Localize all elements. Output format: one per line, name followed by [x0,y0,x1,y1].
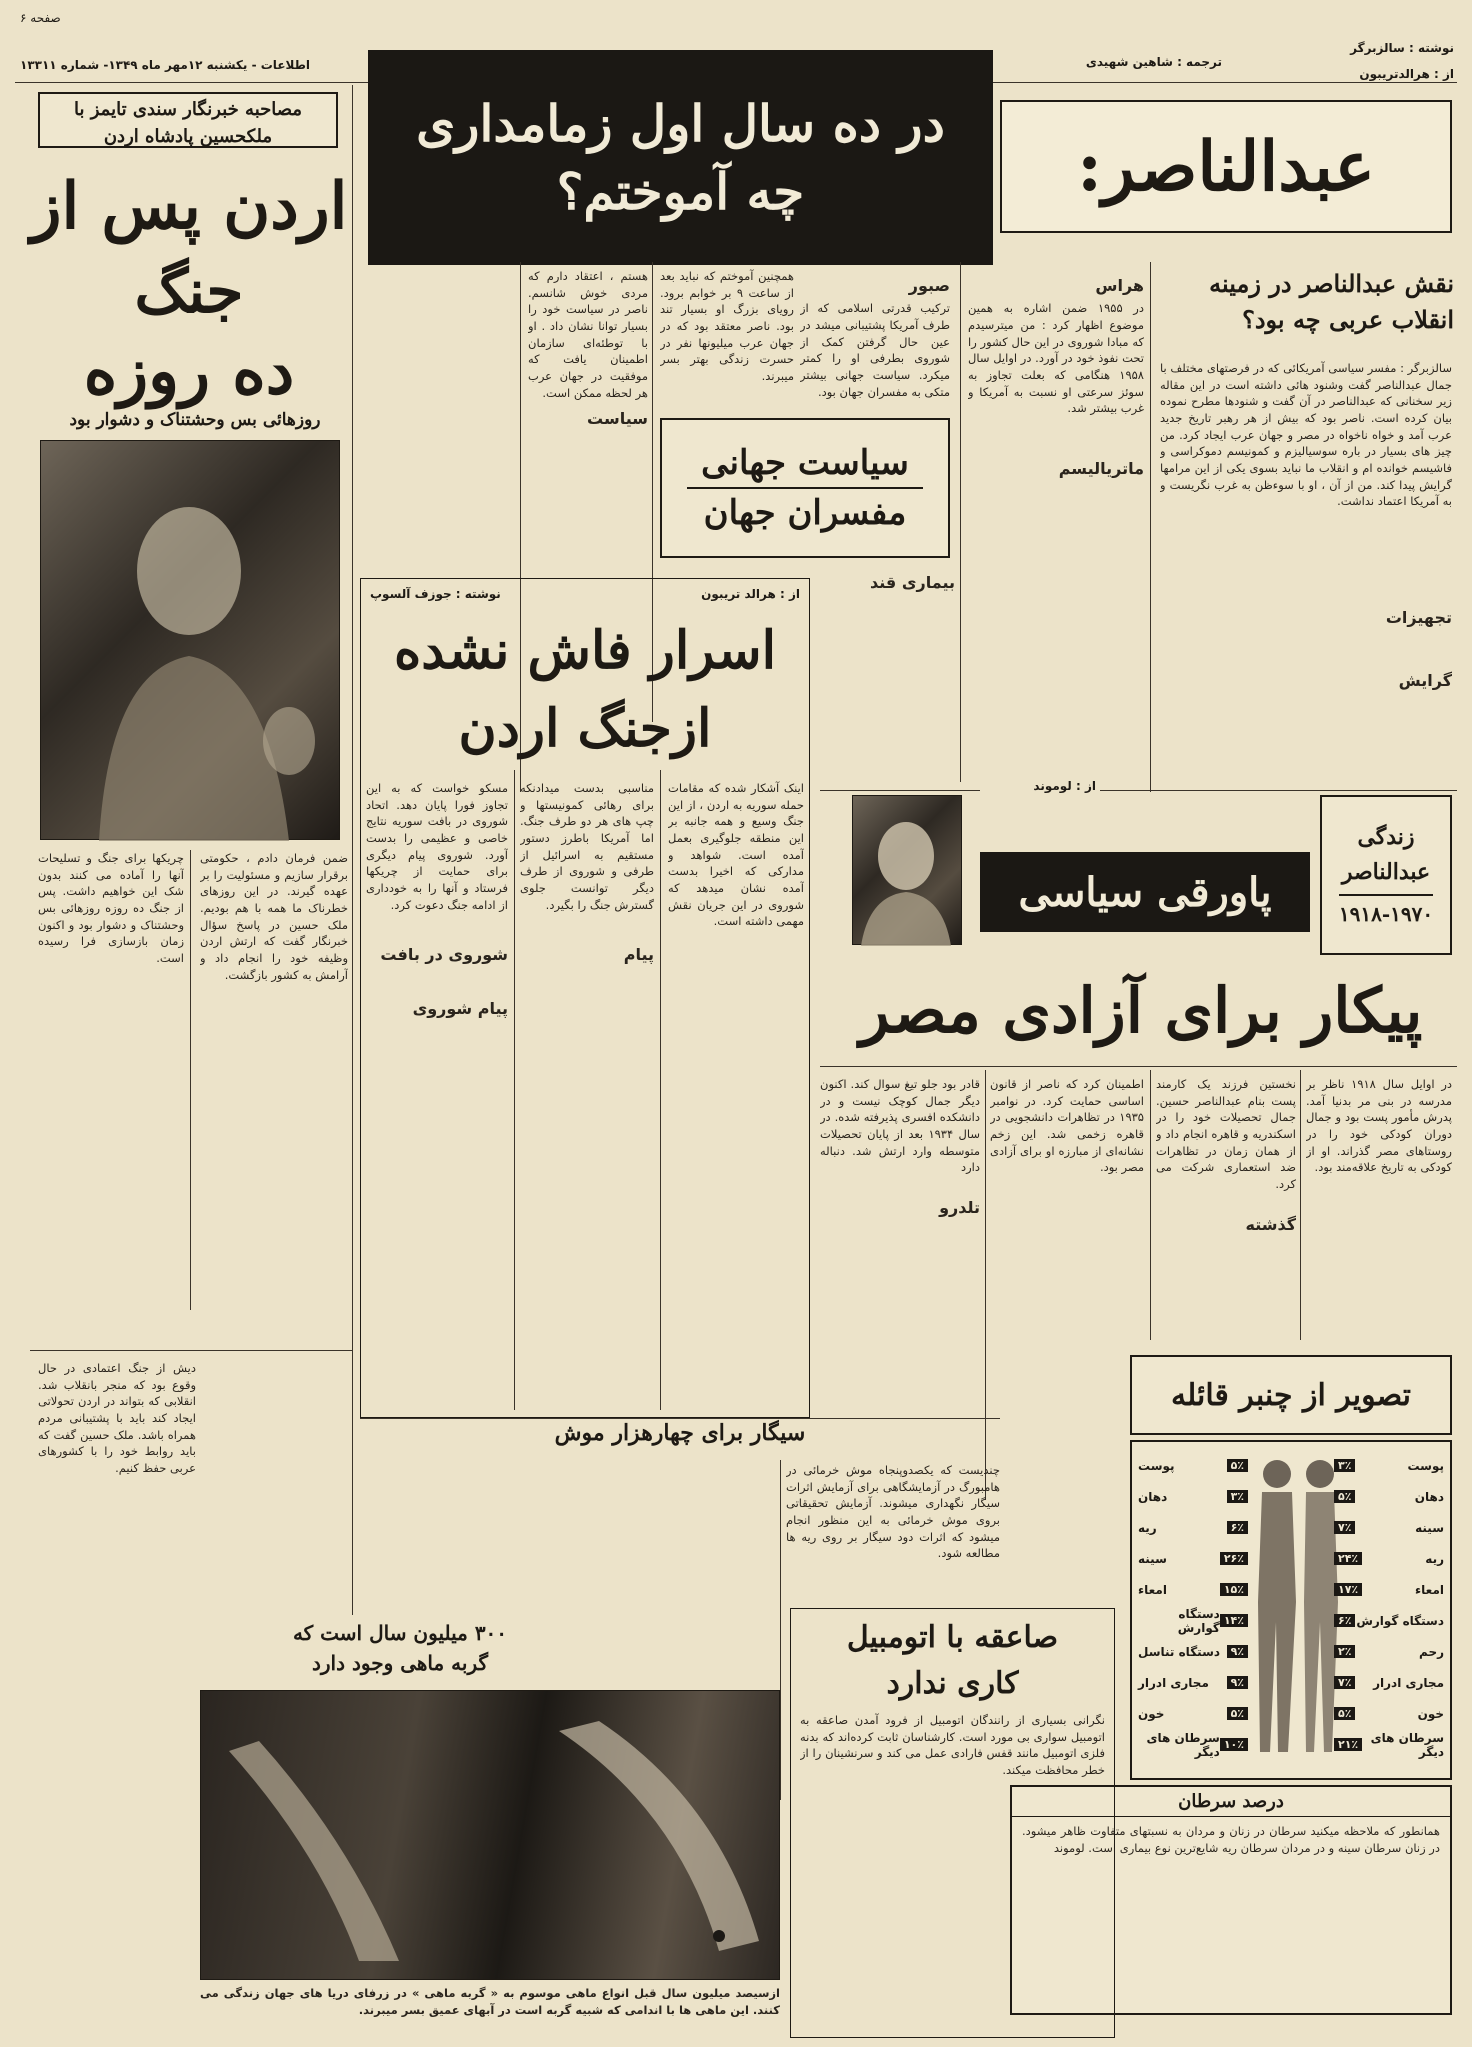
jordan-headline-2: جنگ [134,257,244,327]
cancer-label-row [1334,1450,1444,1481]
catfish-photo [200,1690,780,1980]
nasser-col-2 [968,268,1144,768]
cancer-label-row [1138,1729,1248,1760]
cancer-part-label: دستگاه گوارش [1356,1613,1444,1628]
nasser-col-4: همچنین آموختم که نباید بعد از ساعت ۹ بر خوابم برود. رویای بزرگ او بسیار تند بود. ناصر معتقد بود که در جهان عرب میلیونها نفر در حسرت زندگی بهتر بسر میبرند. [660,269,794,384]
cancer-percent-label: ۷٪ [1334,1521,1355,1534]
cancer-figure [1130,1440,1452,1780]
cancer-percent-label: ۶٪ [1227,1521,1248,1534]
paper-line: اطلاعات - یکشنبه ۱۲مهر ماه ۱۳۴۹- شماره ۱۳۳۱۱ [20,58,311,72]
secrets-author-line: نوشته : جوزف آلسوپ [370,587,501,601]
lightning-headline-1: صاعقه با اتومبیل [846,1619,1059,1655]
page-number: صفحه ۶ [20,11,61,25]
secrets-col-b [520,780,654,1410]
nasser-name-logo: عبدالناصر: [1000,100,1452,233]
cancer-part-label: سرطان های دیگر [1370,1730,1444,1759]
cancer-part-label: مجاری ادرار [1373,1675,1444,1690]
cancer-label-row [1138,1574,1248,1605]
cancer-label-row [1334,1636,1444,1667]
jordan-deck: روزهائی بس وحشتناک و دشوار بود [69,410,321,430]
world-politics-box [660,418,950,558]
cancer-part-label: رحم [1419,1644,1444,1659]
section-heading: پیام شوروی [412,998,508,1018]
life-badge-line1: زندگی [1357,823,1415,850]
section-heading: گذشته [1245,1214,1296,1234]
section-heading: تلدرو [939,1198,980,1218]
cancer-percent-label: ۵٪ [1227,1707,1248,1720]
section-heading: ماتریالیسم [1058,458,1144,478]
cancer-part-label: ریه [1138,1520,1157,1535]
life-badge-line2: عبدالناصر [1341,859,1431,885]
cancer-table-text: همانطور که ملاحظه میکنید سرطان در زنان و مردان به نسبتهای متفاوت ظاهر میشود. در زنان سرطان سینه و در مردان سرطان ریه شایع‌ترین نوع بیماری است. لوموند [1022,1824,1440,1855]
cancer-percent-label: ۹٪ [1227,1645,1248,1658]
jordan-kicker: مصاحبه خبرنگار سندی تایمز با ملکحسین پادشاه اردن [38,92,338,148]
cancer-part-label: امعاء [1138,1582,1167,1597]
nasser-col-3-text: ترکیب قدرتی اسلامی که از طرف آمریکا پشتیبانی میشد در عین حال گرفتن کمک از شوروی بطرفی او را کمتر میکرد. سیاست جهانی بیشتر متکی به مفسران جهان بود. [800,301,950,399]
cancer-label-row [1334,1543,1444,1574]
secrets-col-a [668,780,804,1410]
cancer-label-row [1334,1698,1444,1729]
nasser-col-5-text: هستم ، اعتقاد دارم که مردی خوش شانسم. ناصر در سیاست خود را بسیار توانا نشان داد . او با توطئه‌ای سازمان اطمینان یافت که موفقیت در جهان عرب هر لحظه ممکن است. [528,269,648,400]
human-figure-icon [1252,1452,1342,1772]
cancer-percent-label: ۷٪ [1334,1676,1355,1689]
cancer-part-label: مجاری ادرار [1138,1675,1209,1690]
cancer-part-label: امعاء [1415,1582,1444,1597]
cancer-percent-label: ۵٪ [1227,1459,1248,1472]
secrets-col-a-text: اینک آشکار شده که مقامات حمله سوریه به اردن ، از این جنگ وسیع و همه جانبه بر این منطقه جلوگیری بعمل آمده است. شواهد و مدارکی که اخیرا بدست آمده نشان میدهد که شوروی در این جریان نقش مهمی داشته است. [668,781,804,929]
cancer-part-label: دستگاه گوارش [1177,1606,1220,1635]
cigarette-headline: سیگار برای چهارهزار موش [554,1420,806,1446]
cancer-part-label: دهان [1414,1489,1444,1504]
cancer-part-label: پوست [1407,1458,1444,1473]
fish-headline-1: ۳۰۰ میلیون سال است که [292,1621,508,1645]
world-politics-line1: سیاست جهانی [687,443,923,489]
secrets-col-c-text: مسکو خواست که به این تجاوز فورا پایان دهد. اتحاد شوروی در بافت سوریه نتایج خاصی و عظیمی را بدست آورد. شوروی پیام دیگری برای حمایت از چریکها فرستاد و آنها را به خودداری از ادامه جنگ دعوت کرد. [366,781,508,912]
section-heading: شوروی در بافت [380,945,508,965]
cancer-percent-label: ۳٪ [1334,1459,1355,1472]
cancer-label-row [1334,1729,1444,1760]
section-heading: هراس [1095,276,1144,295]
cancer-label-row [1138,1481,1248,1512]
section-heading: تجهیزات [1385,608,1452,627]
jordan-col-a: ضمن فرمان دادم ، حکومتی برقرار سازیم و مسئولیت را بر عهده گیرند. در این روزهای خطرناک ما همه با هم بودیم. ملک حسین در پاسخ سؤال خبرنگار گفت که ارتش اردن وظیفه خود را انجام داد و آرامش به کشور بازگشت. [200,851,348,982]
king-hussein-photo [40,440,340,840]
secrets-headline-2: ازجنگ اردن [458,697,712,759]
lightning-headline-2: کاری ندارد [886,1665,1019,1701]
nasser-col-5 [528,268,648,578]
world-politics-line2: مفسران جهان [703,493,907,533]
life-col-d-text: قادر بود جلو تیغ سوال کند. اکنون دیگر جمال کوچک نیست و در دانشکده افسری پذیرفته شده. در سال ۱۹۳۴ بعد از پایان تحصیلات متوسطه وارد ارتش شد. دنباله دارد [820,1077,980,1175]
jordan-col-b: چریکها برای جنگ و تسلیحات آنها را آماده می کنند بدون شک این خواهیم داشت. پس از جنگ ده روزه روزهائی بس وحشتناک و دشوار بود و اکنون زمان بازسازی فرا رسیده است. [38,851,184,966]
section-heading: پیام [623,945,654,965]
cancer-percent-label: ۲٪ [1334,1645,1355,1658]
nasser-portrait [852,795,962,945]
section-heading: صبور [908,276,950,295]
translator-line: ترجمه : شاهین شهیدی [1085,55,1222,69]
secrets-col-b-text: مناسبی بدست میدادنکه برای رهائی کمونیستها و چپ های هر دو طرف جنگ. اما آمریکا باطرز دستور مستقیم به اسرائیل از طرفی و شوروی از طرف دیگر توانست جلوی گسترش جنگ را بگیرد. [520,781,654,912]
cancer-labels-left [1138,1450,1248,1760]
life-badge-years: ۱۹۱۸-۱۹۷۰ [1339,894,1433,930]
author-line: نوشته : سالزبرگر [1350,41,1454,55]
cancer-label-row [1138,1450,1248,1481]
life-col-b-text: نخستین فرزند یک کارمند پست بنام عبدالناصر حسین. جمال تحصیلات خود را در اسکندریه و قاهره انجام داد و از همان زمان در تظاهرات ضد استعماری شرکت می کرد. [1156,1077,1296,1192]
cancer-percent-label: ۵٪ [1334,1490,1355,1503]
nasser-col-2-text: در ۱۹۵۵ ضمن اشاره به همین موضوع اظهار کرد : من میترسیدم که مبادا شوروی در این حال کشور را تحت نفوذ خود در آورد. در اوایل سال ۱۹۵۸ هنگامی که بعلت تجاوز به سوئز سرعتی او نسبت به آمریکا و غرب بیشتر شد. [968,301,1144,416]
cancer-label-row [1138,1543,1248,1574]
cancer-label-row [1334,1481,1444,1512]
portrait-silhouette-icon [851,796,961,946]
section-heading: گرایش [1398,671,1452,691]
nasser-headline: در ده سال اول زمامداری چه آموختم؟ [368,50,993,265]
cancer-labels-right [1334,1450,1444,1760]
cancer-percent-label: ۲۴٪ [1334,1552,1362,1565]
jordan-col-c: دیش از جنگ اعتمادی در حال وقوع بود که منجر بانقلاب شد. انقلابی که بتواند در اردن تحولاتی ایجاد کند باید با پشتیبانی مردم همراه باشد. ملک حسین گفت که باید روابط خود را با کشورهای عربی حفظ کنیم. [38,1361,196,1476]
cigarette-text: چندیست که یکصدوپنجاه موش خرمائی در هامبورگ در آزمایشگاهی برای آزمایش اثرات سیگار نگهداری میشوند. آزمایش تحقیقاتی بروی موش خرمائی به این منظور انجام میشود که اثرات دود سیگار بر روی ریه ها مطالعه شود. [786,1463,1000,1561]
cancer-part-label: ریه [1425,1551,1444,1566]
cancer-percent-label: ۲۱٪ [1334,1738,1362,1751]
cancer-percent-label: ۹٪ [1227,1676,1248,1689]
nasser-col-1: سالزبرگر : مفسر سیاسی آمریکائی که در فرصتهای مختلف با جمال عبدالناصر گفت وشنود هائی داشته است در این مقاله زیر سخنانی که عبدالناصر در آن گفت و شنودها مطرح نموده بیان کرده است. ناصر بود که بیش از هر رهبر تاریخ جدید عرب آمد و خواه ناخواه در مصر و جهان عرب ایجاد کرد. من چیز های بسیار در باره سوسیالیزم و کمونیسم دموکراسی و فاشیسم خوانده ام و انقلاب ما نباید بسوی یکی از این مرامها گرایش پیدا کند. من از آن ، او با سوءظن به غرب نگریست و به آمریکا اعتماد نداشت. [1160,361,1452,509]
cancer-label-row [1334,1574,1444,1605]
cancer-percent-label: ۶٪ [1334,1614,1355,1627]
life-from-line: از : لوموند [980,778,1100,794]
cancer-part-label: سینه [1415,1520,1444,1535]
cancer-part-label: خون [1138,1706,1165,1721]
life-headline: پیکار برای آزادی مصر [859,973,1423,1047]
life-col-c: اطمینان کرد که ناصر از قانون اساسی حمایت کرد. در نوامبر ۱۹۳۵ در تظاهرات دانشجویی در قاهره زخمی شد. این زخم نشانه‌ای از مبارزه او برای آزادی مصر بود. [990,1077,1144,1175]
nasser-subhead: نقش عبدالناصر در زمینه انقلاب عربی چه بود؟ [1209,269,1454,334]
cancer-label-row [1138,1698,1248,1729]
cancer-percent-label: ۲۶٪ [1220,1552,1248,1565]
cancer-part-label: دهان [1138,1489,1168,1504]
cancer-label-row [1334,1512,1444,1543]
cancer-part-label: پوست [1138,1458,1175,1473]
portrait-silhouette-icon [39,441,339,841]
life-col-a: در اوایل سال ۱۹۱۸ ناظر بر مدرسه در بنی مر بدنیا آمد. پدرش مأمور پست بود و جمال دوران کودکی خود را در روستاهای مصر گذراند. او از کودکی به تاریخ علاقه‌مند بود. [1306,1077,1452,1175]
cancer-label-row [1138,1667,1248,1698]
cancer-percent-label: ۱۷٪ [1334,1583,1362,1596]
jordan-headline-1: اردن پس از [30,168,348,244]
secrets-from-line: از : هرالد تریبون [701,587,800,601]
cancer-label-row [1138,1605,1248,1636]
cancer-percent-label: ۱۰٪ [1220,1738,1248,1751]
nasser-col-1b [1160,600,1452,790]
section-heading: بیماری قند [870,573,955,592]
lightning-text: نگرانی بسیاری از رانندگان اتومبیل از فرود آمدن صاعقه به اتومبیل سواری بی مورد است. کارشناسان ثابت کرده‌اند که بدنه فلزی اتومبیل مانند قفس فارادی عمل می کند و سرنشینان را از خطر محافظت میکند. [800,1713,1105,1778]
life-series-label: پاورقی سیاسی [980,852,1310,932]
source-line: از : هرالدتریبون [1359,67,1454,81]
cancer-title: تصویر از چنبر قائله [1130,1355,1452,1435]
catfish-icon [199,1691,779,1981]
cancer-percent-label: ۵٪ [1334,1707,1355,1720]
fish-headline-2: گربه ماهی وجود دارد [311,1651,489,1675]
cancer-part-label: دستگاه تناسل [1138,1644,1221,1659]
cancer-label-row [1138,1636,1248,1667]
cancer-percent-label: ۱۵٪ [1220,1583,1248,1596]
life-badge [1320,795,1452,955]
cancer-label-row [1334,1605,1444,1636]
fish-caption: ازسیصد میلیون سال قبل انواع ماهی موسوم به « گربه ماهی » در زرفای دریا های جهان زندگی می کنند. این ماهی ها با اندامی که شبیه گربه است در آبهای عمیق بسر میبرند. [200,1986,780,2017]
cancer-label-row [1334,1667,1444,1698]
cancer-percent-label: ۱۴٪ [1220,1614,1248,1627]
cancer-label-row [1138,1512,1248,1543]
cancer-percent-label: ۳٪ [1227,1490,1248,1503]
secrets-headline-1: اسرار فاش نشده [393,619,777,681]
cancer-part-label: خون [1417,1706,1444,1721]
secrets-col-c [366,780,508,1410]
jordan-headline-3: ده روزه [83,333,295,409]
cancer-table-title: درصد سرطان [1012,1787,1450,1817]
nasser-col-3b [810,565,955,785]
cancer-part-label: سرطان های دیگر [1146,1730,1220,1759]
cancer-part-label: سینه [1138,1551,1167,1566]
section-heading: سیاست [587,409,648,429]
